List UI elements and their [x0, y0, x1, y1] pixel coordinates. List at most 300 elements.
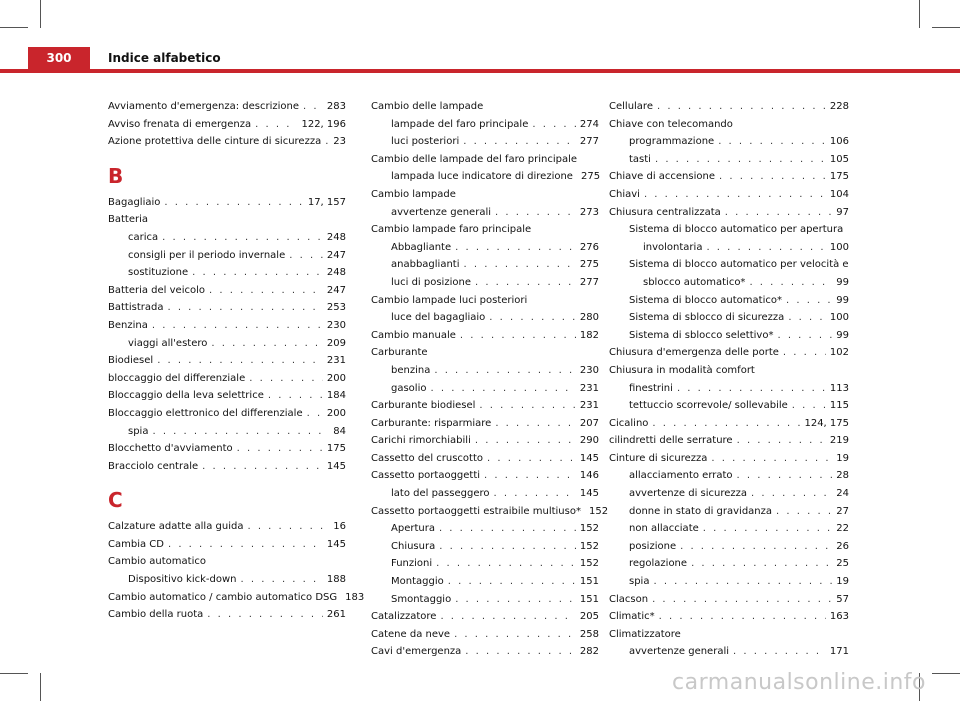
- entry-page-ref[interactable]: 23: [333, 136, 346, 148]
- index-entry: [609, 520, 849, 538]
- entry-term: Cambio delle lampade del faro principale: [371, 153, 578, 165]
- entry-page-ref[interactable]: 274: [579, 118, 599, 130]
- index-entry: [371, 503, 609, 521]
- index-entry: [371, 520, 599, 538]
- entry-page-ref[interactable]: 200: [326, 407, 346, 419]
- entry-term: Cambio automatico / cambio automatico DSG: [108, 591, 338, 603]
- entry-term: Montaggio: [391, 576, 444, 588]
- dot-leader: [786, 292, 832, 310]
- index-entry: [371, 168, 599, 186]
- entry-page-ref[interactable]: 152: [579, 523, 599, 535]
- entry-page-ref[interactable]: 16: [333, 521, 346, 533]
- dot-leader: [430, 380, 575, 398]
- entry-term: avvertenze generali: [629, 646, 730, 658]
- dot-leader: [241, 571, 323, 589]
- index-entry: [609, 485, 849, 503]
- index-entry: [609, 362, 849, 380]
- index-entry: [609, 204, 849, 222]
- entry-page-ref[interactable]: 104: [829, 188, 849, 200]
- crop-mark: [40, 673, 41, 701]
- index-entry: [609, 186, 849, 204]
- entry-page-ref[interactable]: 247: [326, 284, 346, 296]
- entry-term: finestrini: [629, 382, 673, 394]
- dot-leader: [268, 387, 323, 405]
- dot-leader: [167, 299, 322, 317]
- index-entry: [108, 211, 346, 229]
- entry-term: Cambio della ruota: [108, 609, 204, 621]
- entry-page-ref[interactable]: 184: [326, 390, 346, 402]
- entry-term: luci posteriori: [391, 136, 460, 148]
- entry-term: Azione protettiva delle cinture di sicurezza: [108, 136, 322, 148]
- entry-page-ref[interactable]: 100: [829, 241, 849, 253]
- entry-term: cilindretti delle serrature: [609, 435, 733, 447]
- dot-leader: [464, 256, 576, 274]
- index-entry: [609, 221, 849, 239]
- entry-term: Cinture di sicurezza: [609, 452, 708, 464]
- entry-term: sostituzione: [128, 267, 189, 279]
- entry-page-ref[interactable]: 152: [579, 558, 599, 570]
- index-entry: [108, 335, 346, 353]
- entry-page-ref[interactable]: 277: [579, 276, 599, 288]
- entry-term: Sistema di sblocco selettivo*: [629, 329, 774, 341]
- entry-term: luci di posizione: [391, 276, 471, 288]
- dot-leader: [737, 467, 833, 485]
- dot-leader: [718, 133, 826, 151]
- entry-page-ref[interactable]: 26: [836, 540, 849, 552]
- entry-term: Biodiesel: [108, 355, 154, 367]
- index-entry: [371, 309, 599, 327]
- dot-leader: [677, 380, 826, 398]
- entry-term: benzina: [391, 364, 431, 376]
- dot-leader: [652, 415, 800, 433]
- index-entry: [371, 415, 599, 433]
- entry-term: Climatizzatore: [609, 628, 681, 640]
- index-entry: [371, 643, 599, 661]
- dot-leader: [460, 327, 576, 345]
- entry-term: Cassetto portaoggetti estraibile multiuso*: [371, 505, 581, 517]
- index-entry: [108, 352, 346, 370]
- dot-leader: [691, 555, 832, 573]
- entry-term: bloccaggio del differenziale: [108, 372, 246, 384]
- index-entry: [108, 282, 346, 300]
- index-entry: [108, 247, 346, 265]
- index-entry: [609, 116, 849, 134]
- entry-page-ref[interactable]: 19: [836, 576, 849, 588]
- index-entry: [371, 204, 599, 222]
- crop-mark: [932, 673, 960, 674]
- dot-leader: [703, 520, 833, 538]
- entry-page-ref[interactable]: 175: [326, 443, 346, 455]
- entry-page-ref[interactable]: 275: [579, 259, 599, 271]
- entry-term: Cambia CD: [108, 538, 164, 550]
- entry-term: Smontaggio: [391, 593, 452, 605]
- dot-leader: [706, 239, 825, 257]
- entry-term: Cambio lampade luci posteriori: [371, 294, 528, 306]
- index-entry: [609, 415, 849, 433]
- index-entry: [371, 274, 599, 292]
- dot-leader: [440, 608, 575, 626]
- entry-page-ref[interactable]: 124, 175: [804, 417, 849, 429]
- index-entry: [108, 387, 346, 405]
- dot-leader: [439, 520, 576, 538]
- entry-term: Cambio manuale: [371, 329, 456, 341]
- index-entry: [108, 440, 346, 458]
- index-entry: [609, 573, 849, 591]
- entry-page-ref[interactable]: 280: [579, 312, 599, 324]
- index-entry: [609, 538, 849, 556]
- entry-term: Sistema di blocco automatico per apertura: [629, 224, 844, 236]
- entry-page-ref[interactable]: 122, 196: [301, 118, 346, 130]
- entry-term: Climatic*: [609, 611, 655, 623]
- dot-leader: [479, 397, 576, 415]
- entry-page-ref[interactable]: 230: [579, 364, 599, 376]
- entry-page-ref[interactable]: 276: [579, 241, 599, 253]
- dot-leader: [152, 423, 329, 441]
- entry-term: Cassetto del cruscotto: [371, 452, 484, 464]
- entry-term: Cambio lampade: [371, 188, 456, 200]
- dot-leader: [487, 450, 576, 468]
- dot-leader: [659, 608, 826, 626]
- entry-page-ref[interactable]: 209: [326, 337, 346, 349]
- dot-leader: [792, 397, 826, 415]
- entry-term: Bracciolo centrale: [108, 460, 199, 472]
- index-entry: [108, 264, 346, 282]
- index-entry: [108, 606, 346, 624]
- dot-leader: [162, 229, 323, 247]
- dot-leader: [192, 264, 323, 282]
- index-entry: [609, 432, 849, 450]
- entry-term: Carburante: [371, 347, 428, 359]
- entry-term: regolazione: [629, 558, 688, 570]
- entry-term: Carburante biodiesel: [371, 400, 476, 412]
- index-entry: [609, 344, 849, 362]
- index-entry: [108, 423, 346, 441]
- index-entry: [108, 571, 346, 589]
- dot-leader: [484, 467, 576, 485]
- index-entry: [371, 292, 599, 310]
- dot-leader: [783, 344, 826, 362]
- index-entry: [371, 608, 599, 626]
- entry-page-ref[interactable]: 248: [326, 231, 346, 243]
- entry-term: Funzioni: [391, 558, 433, 570]
- entry-term: avvertenze di sicurezza: [629, 488, 748, 500]
- index-entry: [371, 186, 599, 204]
- entry-term: Clacson: [609, 593, 649, 605]
- entry-page-ref[interactable]: 253: [326, 302, 346, 314]
- dot-leader: [751, 485, 832, 503]
- entry-term: tettuccio scorrevole/ sollevabile: [629, 400, 788, 412]
- entry-term: Chiusura in modalità comfort: [609, 364, 755, 376]
- index-entry: [609, 591, 849, 609]
- dot-leader: [475, 432, 576, 450]
- dot-leader: [207, 606, 323, 624]
- entry-term: Chiusura d'emergenza delle porte: [609, 347, 779, 359]
- entry-term: Carichi rimorchiabili: [371, 435, 471, 447]
- entry-term: non allacciate: [629, 523, 699, 535]
- index-entry: [609, 309, 849, 327]
- entry-page-ref[interactable]: 205: [579, 611, 599, 623]
- entry-term: involontaria: [643, 241, 703, 253]
- entry-term: Sistema di sblocco di sicurezza: [629, 312, 785, 324]
- index-entry: [371, 538, 599, 556]
- entry-term: Catene da neve: [371, 628, 451, 640]
- index-entry: [371, 573, 599, 591]
- dot-leader: [202, 458, 323, 476]
- index-entry: [371, 133, 599, 151]
- entry-page-ref[interactable]: 19: [836, 452, 849, 464]
- index-entry: [371, 239, 599, 257]
- entry-page-ref[interactable]: 282: [579, 646, 599, 658]
- entry-page-ref[interactable]: 230: [326, 319, 346, 331]
- entry-page-ref[interactable]: 290: [579, 435, 599, 447]
- index-entry: [609, 503, 849, 521]
- index-entry: [609, 133, 849, 151]
- entry-term: Carburante: risparmiare: [371, 417, 492, 429]
- index-entry: [108, 553, 346, 571]
- entry-term: consigli per il periodo invernale: [128, 249, 286, 261]
- entry-page-ref[interactable]: 102: [829, 347, 849, 359]
- index-entry: [371, 450, 599, 468]
- entry-term: spia: [128, 425, 149, 437]
- dot-leader: [652, 591, 832, 609]
- entry-page-ref[interactable]: 175: [829, 171, 849, 183]
- dot-leader: [211, 335, 323, 353]
- entry-page-ref[interactable]: 183: [345, 591, 365, 603]
- entry-term: lato del passeggero: [391, 488, 490, 500]
- entry-page-ref[interactable]: 145: [326, 460, 346, 472]
- index-column-1: [108, 98, 365, 624]
- dot-leader: [644, 186, 826, 204]
- dot-leader: [289, 247, 323, 265]
- index-entry: [371, 256, 599, 274]
- entry-term: Avviamento d'emergenza: descrizione: [108, 101, 300, 112]
- index-entry: [108, 133, 346, 151]
- index-entry: [108, 98, 346, 116]
- entry-page-ref[interactable]: 151: [579, 576, 599, 588]
- entry-term: Avviso frenata di emergenza: [108, 118, 252, 130]
- dot-leader: [325, 133, 329, 151]
- dot-leader: [454, 626, 576, 644]
- entry-page-ref[interactable]: 152: [588, 505, 609, 517]
- dot-leader: [448, 573, 576, 591]
- index-entry: [108, 194, 346, 212]
- entry-page-ref[interactable]: 17, 157: [307, 196, 346, 208]
- entry-page-ref[interactable]: 277: [579, 136, 599, 148]
- entry-page-ref[interactable]: 57: [836, 593, 849, 605]
- page-title: Indice alfabetico: [108, 51, 221, 65]
- index-entry: [609, 450, 849, 468]
- entry-term: carica: [128, 231, 159, 243]
- entry-page-ref[interactable]: 283: [326, 101, 346, 112]
- index-entry: [371, 626, 599, 644]
- index-column-2: [371, 98, 609, 661]
- entry-page-ref[interactable]: 145: [579, 452, 599, 464]
- dot-leader: [788, 309, 826, 327]
- entry-term: Cassetto portaoggetti: [371, 470, 481, 482]
- entry-page-ref[interactable]: 231: [579, 400, 599, 412]
- entry-page-ref[interactable]: 25: [836, 558, 849, 570]
- entry-term: Chiusura: [391, 540, 436, 552]
- entry-page-ref[interactable]: 97: [836, 206, 849, 218]
- entry-page-ref[interactable]: 219: [829, 435, 849, 447]
- entry-page-ref[interactable]: 27: [836, 505, 849, 517]
- entry-page-ref[interactable]: 145: [326, 538, 346, 550]
- entry-term: Bloccaggio elettronico del differenziale: [108, 407, 303, 419]
- index-entry: [609, 327, 849, 345]
- dot-leader: [255, 116, 297, 134]
- dot-leader: [465, 643, 576, 661]
- entry-page-ref[interactable]: 231: [326, 355, 346, 367]
- index-entry: [609, 274, 849, 292]
- entry-page-ref[interactable]: 231: [579, 382, 599, 394]
- entry-page-ref[interactable]: 247: [326, 249, 346, 261]
- dot-leader: [168, 536, 323, 554]
- entry-page-ref[interactable]: 151: [579, 593, 599, 605]
- dot-leader: [777, 327, 832, 345]
- index-entry: [108, 536, 346, 554]
- index-entry: [108, 405, 346, 423]
- index-entry: [609, 256, 849, 274]
- index-entry: [609, 239, 849, 257]
- index-entry: [371, 116, 599, 134]
- dot-leader: [157, 352, 323, 370]
- entry-term: Sistema di blocco automatico per velocità e: [629, 259, 849, 271]
- entry-page-ref[interactable]: 163: [829, 611, 849, 623]
- index-entry: [371, 555, 599, 573]
- dot-leader: [532, 116, 576, 134]
- entry-page-ref[interactable]: 105: [829, 153, 849, 165]
- index-entry: [371, 591, 599, 609]
- dot-leader: [439, 538, 576, 556]
- index-column-3: [609, 98, 849, 661]
- index-entry: [371, 327, 599, 345]
- entry-page-ref[interactable]: 228: [829, 101, 849, 112]
- index-entry: [371, 344, 599, 362]
- dot-leader: [247, 518, 329, 536]
- dot-leader: [463, 133, 576, 151]
- entry-page-ref[interactable]: 261: [326, 609, 346, 621]
- entry-term: Abbagliante: [391, 241, 452, 253]
- entry-term: Cellulare: [609, 101, 653, 112]
- index-entry: [371, 362, 599, 380]
- entry-term: Chiave di accensione: [609, 171, 715, 183]
- entry-page-ref[interactable]: 182: [579, 329, 599, 341]
- crop-mark: [919, 0, 920, 28]
- index-entry: [371, 221, 599, 239]
- index-entry: [609, 98, 849, 116]
- entry-term: allacciamento errato: [629, 470, 733, 482]
- entry-term: Battistrada: [108, 302, 164, 314]
- dot-leader: [725, 204, 832, 222]
- entry-page-ref[interactable]: 115: [829, 400, 849, 412]
- entry-term: Cicalino: [609, 417, 649, 429]
- entry-term: viaggi all'estero: [128, 337, 208, 349]
- index-entry: [108, 458, 346, 476]
- dot-leader: [455, 591, 576, 609]
- index-entry: [108, 116, 346, 134]
- entry-term: Apertura: [391, 523, 435, 535]
- entry-page-ref[interactable]: 113: [829, 382, 849, 394]
- entry-page-ref[interactable]: 100: [829, 312, 849, 324]
- dot-leader: [495, 204, 576, 222]
- dot-leader: [436, 555, 576, 573]
- dot-leader: [680, 538, 832, 556]
- entry-page-ref[interactable]: 24: [836, 488, 849, 500]
- entry-term: Sistema di blocco automatico*: [629, 294, 782, 306]
- entry-term: Calzature adatte alla guida: [108, 521, 244, 533]
- entry-term: Cambio lampade faro principale: [371, 224, 532, 236]
- dot-leader: [776, 503, 832, 521]
- entry-page-ref[interactable]: 171: [829, 646, 849, 658]
- entry-page-ref[interactable]: 84: [333, 425, 346, 437]
- entry-term: Benzina: [108, 319, 148, 331]
- entry-page-ref[interactable]: 146: [579, 470, 599, 482]
- index-entry: [108, 518, 346, 536]
- entry-term: Bloccaggio della leva selettrice: [108, 390, 264, 402]
- entry-page-ref[interactable]: 28: [836, 470, 849, 482]
- entry-page-ref[interactable]: 99: [836, 276, 849, 288]
- index-entry: [609, 397, 849, 415]
- dot-leader: [749, 274, 832, 292]
- index-entry: [609, 168, 849, 186]
- dot-leader: [237, 440, 323, 458]
- index-entry: [609, 380, 849, 398]
- entry-term: Blocchetto d'avviamento: [108, 443, 233, 455]
- dot-leader: [719, 168, 826, 186]
- dot-leader: [494, 485, 576, 503]
- page-number: 300: [28, 47, 90, 69]
- entry-term: tasti: [629, 153, 651, 165]
- entry-page-ref[interactable]: 258: [579, 628, 599, 640]
- dot-leader: [307, 405, 323, 423]
- dot-leader: [733, 643, 826, 661]
- entry-page-ref[interactable]: 152: [579, 540, 599, 552]
- entry-page-ref[interactable]: 200: [326, 372, 346, 384]
- index-entry: [371, 151, 599, 169]
- dot-leader: [655, 151, 826, 169]
- section-letter: B: [108, 163, 124, 188]
- index-entry: [371, 397, 599, 415]
- entry-page-ref[interactable]: 99: [836, 329, 849, 341]
- entry-page-ref[interactable]: 275: [580, 171, 601, 183]
- index-entry: [609, 292, 849, 310]
- dot-leader: [495, 415, 576, 433]
- entry-page-ref[interactable]: 22: [836, 523, 849, 535]
- entry-page-ref[interactable]: 106: [829, 136, 849, 148]
- dot-leader: [711, 450, 832, 468]
- entry-page-ref[interactable]: 273: [579, 206, 599, 218]
- crop-mark: [0, 27, 28, 28]
- entry-term: Batteria del veicolo: [108, 284, 205, 296]
- crop-mark: [40, 0, 41, 28]
- crop-mark: [0, 673, 28, 674]
- entry-page-ref[interactable]: 188: [326, 574, 346, 586]
- entry-page-ref[interactable]: 207: [579, 417, 599, 429]
- entry-page-ref[interactable]: 145: [579, 488, 599, 500]
- dot-leader: [249, 370, 323, 388]
- watermark: carmanualsonline.info: [672, 670, 926, 695]
- index-entry: [609, 555, 849, 573]
- dot-leader: [164, 194, 303, 212]
- entry-term: Cambio automatico: [108, 556, 206, 568]
- index-entry: [609, 467, 849, 485]
- entry-term: sblocco automatico*: [643, 276, 746, 288]
- entry-page-ref[interactable]: 248: [326, 267, 346, 279]
- index-entry: [609, 626, 849, 644]
- entry-page-ref[interactable]: 99: [836, 294, 849, 306]
- entry-term: spia: [629, 576, 650, 588]
- entry-term: posizione: [629, 540, 677, 552]
